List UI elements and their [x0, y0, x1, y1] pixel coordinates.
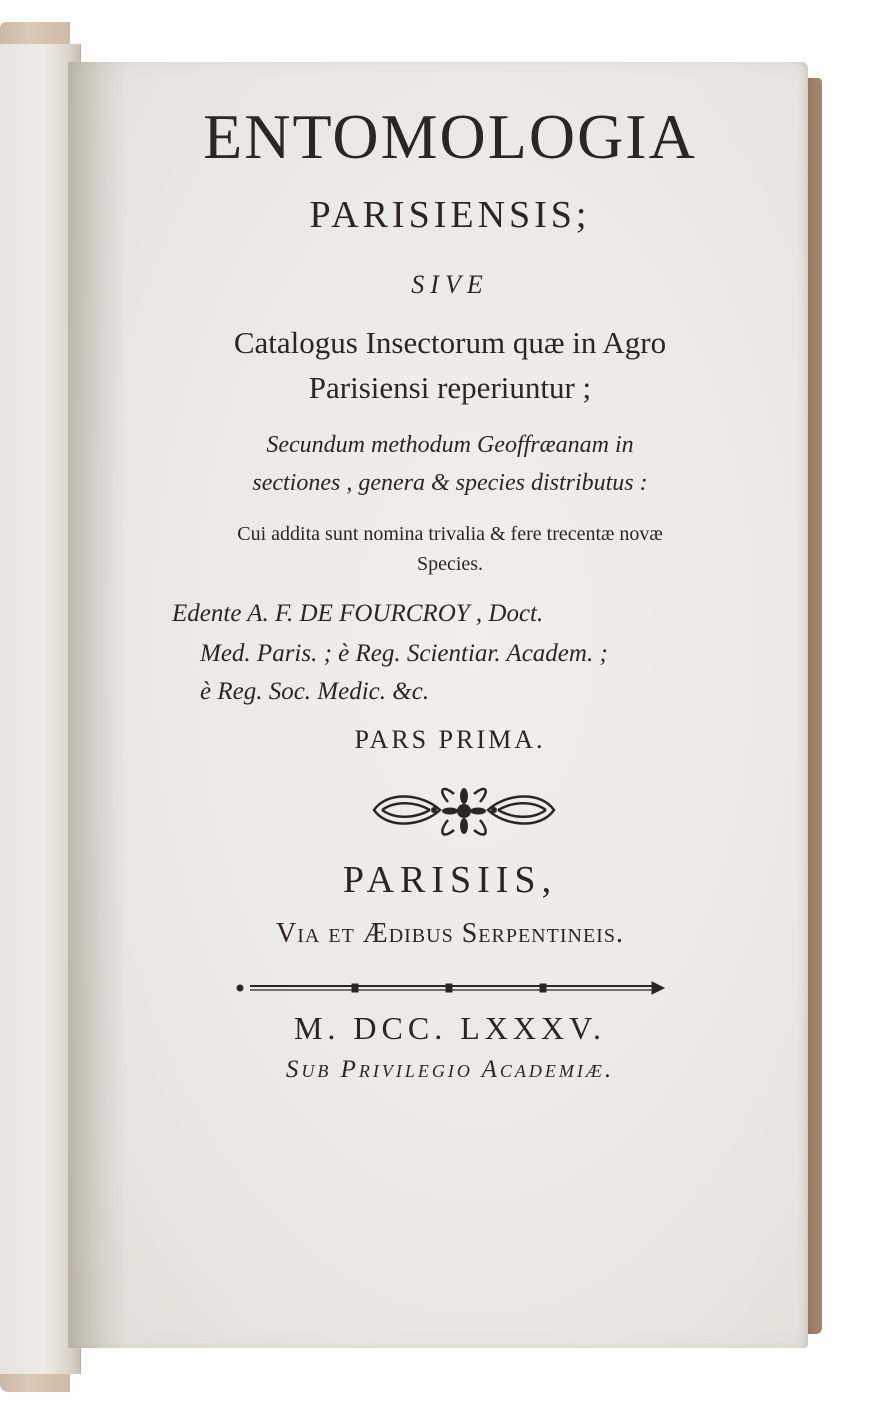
- title-line-2: PARISIENSIS;: [309, 194, 591, 236]
- title-line-1: ENTOMOLOGIA: [203, 101, 697, 172]
- cui-line-2: Species.: [416, 553, 484, 575]
- editor-line-1: Edente A. F. DE FOURCROY , Doct.: [172, 600, 544, 627]
- part-label: PARS PRIMA.: [354, 725, 546, 754]
- place-of-publication: PARISIIS,: [342, 859, 558, 901]
- editor-line-3: è Reg. Soc. Medic. &c.: [200, 678, 430, 705]
- catalogus-line-2: Parisiensi reperiuntur ;: [308, 370, 592, 405]
- decorative-rule-icon: [232, 978, 672, 998]
- gutter-shadow: [68, 62, 128, 1348]
- secundum-line-1: Secundum methodum Geoffræanam in: [266, 432, 634, 458]
- secundum-line-2: sectiones , genera & species distributus :: [252, 470, 648, 496]
- publication-year: M. DCC. LXXXV.: [293, 1010, 607, 1046]
- editor-line-2: Med. Paris. ; è Reg. Scientiar. Academ. ;: [200, 640, 608, 667]
- catalogus-line-1: Catalogus Insectorum quæ in Agro: [233, 325, 667, 360]
- cui-line-1: Cui addita sunt nomina trivalia & fere trecentæ novæ: [237, 523, 663, 545]
- publisher-line: Via et Ædibus Serpentineis.: [276, 918, 624, 949]
- privilege-line: Sub Privilegio Academiæ.: [285, 1056, 615, 1083]
- floral-ornament-icon: [368, 780, 560, 846]
- sive-line: SIVE: [411, 270, 489, 299]
